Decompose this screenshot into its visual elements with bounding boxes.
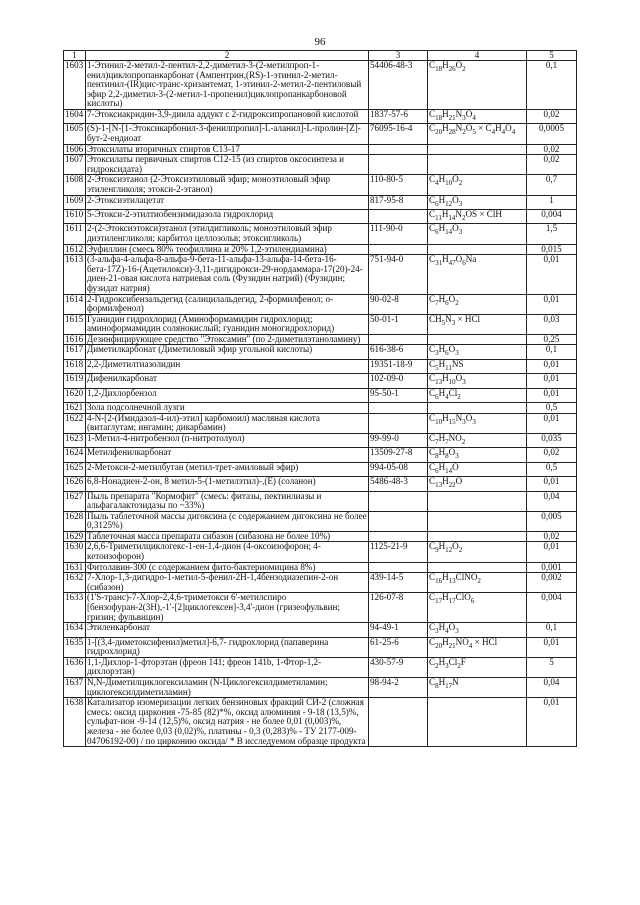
row-number: 1606 xyxy=(64,144,86,155)
chemical-formula: $C_{13}H_{10}O_3$ xyxy=(428,374,527,388)
cas-number: 102-09-0 xyxy=(369,374,428,388)
substances-table xyxy=(63,50,577,747)
substance-name: Гуанидин гидрохлорид (Аминоформамидин гидрохлорид; аминоформамидин солянокислый; гуанидин моногидрохлорид) xyxy=(86,314,369,334)
cas-number xyxy=(369,562,428,573)
cas-number: 994-05-08 xyxy=(369,462,428,476)
table-row xyxy=(64,195,577,209)
limit-value: 1,5 xyxy=(527,224,577,244)
row-number: 1638 xyxy=(64,698,86,747)
row-number: 1616 xyxy=(64,334,86,345)
limit-value: 0,01 xyxy=(527,637,577,657)
table-row xyxy=(64,562,577,573)
chemical-formula: $C_{20}H_{21}NO_4$ × HCl xyxy=(428,637,527,657)
substance-name: 2,6,6-Триметилциклогекс-1-ен-1,4-дион (4-оксоизофорон; 4-кетоизофорон) xyxy=(86,542,369,562)
chemical-formula: $CH_5N_3$ × HCl xyxy=(428,314,527,334)
cas-number: 90-02-8 xyxy=(369,294,428,314)
chemical-formula: $C_7H_6O_2$ xyxy=(428,294,527,314)
limit-value: 0,02 xyxy=(527,448,577,462)
chemical-formula xyxy=(428,698,527,747)
substance-name: Пыль препарата "Кормофит" (смесь: фитазы, пектинлиазы и альфагалактозидазы по ~33%) xyxy=(86,491,369,511)
cas-number: 54406-48-3 xyxy=(369,61,428,110)
cas-number xyxy=(369,531,428,542)
substance-name: Метилфенилкарбонат xyxy=(86,448,369,462)
chemical-formula: $C_3H_6O_3$ xyxy=(428,345,527,359)
substance-name: 7-Хлор-1,3-дигидро-1-метил-5-фенил-2Н-1,4бензодиазепин-2-он (сибазон) xyxy=(86,573,369,593)
row-number: 1603 xyxy=(64,61,86,110)
limit-value: 0,1 xyxy=(527,345,577,359)
table-row xyxy=(64,491,577,511)
limit-value: 0,02 xyxy=(527,155,577,175)
chemical-formula xyxy=(428,334,527,345)
cas-number: 19351-18-9 xyxy=(369,359,428,373)
limit-value: 0,0005 xyxy=(527,124,577,144)
table-row xyxy=(64,109,577,123)
chemical-formula xyxy=(428,531,527,542)
chemical-formula: $C_{17}H_{17}ClO_6$ xyxy=(428,593,527,623)
substance-name: Фитолавин-300 (с содержанием фито-бактериомицина 8%) xyxy=(86,562,369,573)
limit-value: 0,01 xyxy=(527,359,577,373)
row-number: 1615 xyxy=(64,314,86,334)
cas-number: 817-95-8 xyxy=(369,195,428,209)
substance-name: (S)-1-[N-[1-Этоксикарбонил-3-фенилпропил]-L-аланил]-L-пролин-[Z]-бут-2-ендиоат xyxy=(86,124,369,144)
chemical-formula: $C_6H_{14}O$ xyxy=(428,462,527,476)
cas-number: 95-50-1 xyxy=(369,388,428,402)
chemical-formula: $C_8H_{17}N$ xyxy=(428,678,527,698)
substance-name: 2-Гидроксибензальдегид (салицилальдегид, 2-формилфенол; о-формилфенол) xyxy=(86,294,369,314)
chemical-formula: $C_{13}H_{22}O$ xyxy=(428,477,527,491)
chemical-formula: $C_2H_3Cl_2F$ xyxy=(428,657,527,677)
table-row xyxy=(64,155,577,175)
substance-name: Катализатор изомеризации легких бензиновых фракций СИ-2 (сложная смесь: оксид циркония -75-85 (82)*%, оксид алюминия - 9-18 (13,5)%, сульфат-ион -9-14 (12,5)%, оксид натрия - не более 0,01 (0,003)%, железа - не более 0,03 (0,02)%, платины - 0,3 (0,283)% - ТУ 2177-009-04706192-00) / по цирконию оксида/ * В исследуемом образце продукта xyxy=(86,698,369,747)
limit-value: 0,04 xyxy=(527,491,577,511)
row-number: 1628 xyxy=(64,511,86,531)
row-number: 1625 xyxy=(64,462,86,476)
chemical-formula: $C_{20}H_{28}N_2O_5 \times C_4H_4O_4$ xyxy=(428,124,527,144)
substance-name: 1-Этинил-2-метил-2-пентил-2,2-диметил-3-(2-метилпроп-1-енил)циклопропанкарбонат (Ампентрин,(RS)-1-этинил-2-метил-пентинил-(IR)цис-транс-хризантемат, 1-этинил-2-метил-2-пентиловый эфир 2,2-диметил-3-(2-метил-1-пропенил)циклопропанкарбоновой кислоты) xyxy=(86,61,369,110)
cas-number: 439-14-5 xyxy=(369,573,428,593)
cas-number xyxy=(369,491,428,511)
limit-value: 0,1 xyxy=(527,61,577,110)
substance-name: Дезинфицирующее средство "Этоксамин" (по 2-диметилэтаноламину) xyxy=(86,334,369,345)
table-row xyxy=(64,374,577,388)
limit-value: 0,25 xyxy=(527,334,577,345)
limit-value: 0,5 xyxy=(527,403,577,414)
row-number: 1608 xyxy=(64,175,86,195)
substance-name: 5-Этокси-2-этилтиобензимидазола гидрохлорид xyxy=(86,209,369,223)
limit-value: 0,02 xyxy=(527,531,577,542)
page-number: 96 xyxy=(314,36,326,48)
table-row xyxy=(64,542,577,562)
row-number: 1612 xyxy=(64,244,86,255)
substance-name: 1,2-Дихлорбензол xyxy=(86,388,369,402)
row-number: 1636 xyxy=(64,657,86,677)
row-number: 1618 xyxy=(64,359,86,373)
cas-number: 98-94-2 xyxy=(369,678,428,698)
substance-name: 6,8-Нонадиен-2-он, 8 метил-5-(1-метилэтил)-,(E) (соланон) xyxy=(86,477,369,491)
row-number: 1619 xyxy=(64,374,86,388)
substance-name: Таблеточная масса препарата сибазон (сибазона не более 10%) xyxy=(86,531,369,542)
table-row xyxy=(64,244,577,255)
substance-name: Этоксилаты первичных спиртов С12-15 (из спиртов оксосинтеза и гидроксидата) xyxy=(86,155,369,175)
table-row xyxy=(64,698,577,747)
limit-value: 0,02 xyxy=(527,144,577,155)
row-number: 1629 xyxy=(64,531,86,542)
chemical-formula: $C_3H_4O_3$ xyxy=(428,623,527,637)
row-number: 1626 xyxy=(64,477,86,491)
row-number: 1613 xyxy=(64,255,86,294)
limit-value: 0,004 xyxy=(527,593,577,623)
table-row xyxy=(64,531,577,542)
limit-value: 0,04 xyxy=(527,678,577,698)
cas-number xyxy=(369,698,428,747)
table-row xyxy=(64,511,577,531)
cas-number: 751-94-0 xyxy=(369,255,428,294)
limit-value: 5 xyxy=(527,657,577,677)
substance-name: (3-альфа-4-альфа-8-альфа-9-бета-11-альфа-13-альфа-14-бета-16-бета-17Z)-16-(Ацетилокси)-3,11-дигидрокси-29-нордаммара-17(20)-24-диен-21-овая кислота натриевая соль (Фузидин натрий) (Фузидин; фузидат натрия) xyxy=(86,255,369,294)
substance-name: Этоксилаты вторичных спиртов С13-17 xyxy=(86,144,369,155)
cas-number: 13509-27-8 xyxy=(369,448,428,462)
table-row xyxy=(64,314,577,334)
cas-number: 61-25-6 xyxy=(369,637,428,657)
row-number: 1633 xyxy=(64,593,86,623)
table-row xyxy=(64,477,577,491)
chemical-formula: $C_8H_8O_3$ xyxy=(428,448,527,462)
row-number: 1635 xyxy=(64,637,86,657)
cas-number xyxy=(369,334,428,345)
cas-number xyxy=(369,144,428,155)
limit-value: 0,02 xyxy=(527,109,577,123)
row-number: 1630 xyxy=(64,542,86,562)
cas-number xyxy=(369,155,428,175)
row-number: 1622 xyxy=(64,413,86,433)
limit-value: 0,01 xyxy=(527,294,577,314)
limit-value: 0,01 xyxy=(527,255,577,294)
chemical-formula xyxy=(428,511,527,531)
substance-name: 1,1-Дихлор-1-фторэтан (фреон 141; фреон 141b, 1-Фтор-1,2-дихлорэтан) xyxy=(86,657,369,677)
chemical-formula xyxy=(428,144,527,155)
limit-value: 0,7 xyxy=(527,175,577,195)
table-row xyxy=(64,124,577,144)
chemical-formula: $C_{10}H_{15}N_3O_3$ xyxy=(428,413,527,433)
chemical-formula: $C_4H_{10}O_2$ xyxy=(428,175,527,195)
limit-value: 0,01 xyxy=(527,477,577,491)
substance-name: N,N-Диметилциклогексиламин (N-Циклогексилдиметиламин; циклогексилдиметиламин) xyxy=(86,678,369,698)
cas-number xyxy=(369,209,428,223)
chemical-formula xyxy=(428,562,527,573)
substance-name: 2-(2-Этоксиэтокси)этанол (этилдигликоль; моноэтиловый эфир диэтиленгликоля; карбитол целлозольв; этоксигликоль) xyxy=(86,224,369,244)
chemical-formula: $C_{31}H_{47}O_6Na$ xyxy=(428,255,527,294)
limit-value: 0,1 xyxy=(527,623,577,637)
table-row xyxy=(64,448,577,462)
chemical-formula: $C_{18}H_{26}O_2$ xyxy=(428,61,527,110)
row-number: 1609 xyxy=(64,195,86,209)
limit-value: 0,002 xyxy=(527,573,577,593)
cas-number: 126-07-8 xyxy=(369,593,428,623)
substance-name: 2-Этоксиэтанол (2-Этоксиэтиловый эфир; моноэтиловый эфир этиленгликоля; этокси-2-этанол) xyxy=(86,175,369,195)
row-number: 1607 xyxy=(64,155,86,175)
substance-name: 4-N-[2-(Имидазол-4-ил)-этил] карбомоил) масляная кислота (витаглутам; ингамин; дикарбамин) xyxy=(86,413,369,433)
table-row xyxy=(64,573,577,593)
limit-value: 0,015 xyxy=(527,244,577,255)
column-header: 2 xyxy=(86,51,369,61)
table-row xyxy=(64,359,577,373)
row-number: 1623 xyxy=(64,433,86,447)
chemical-formula: $C_{18}H_{21}N_3O_4$ xyxy=(428,109,527,123)
limit-value: 0,001 xyxy=(527,562,577,573)
column-header: 5 xyxy=(527,51,577,61)
cas-number: 5486-48-3 xyxy=(369,477,428,491)
row-number: 1611 xyxy=(64,224,86,244)
substance-name: 1-[(3,4-диметоксифенил)метил]-6,7- гидрохлорид (папаверина гидрохлорид) xyxy=(86,637,369,657)
cas-number xyxy=(369,403,428,414)
column-header: 1 xyxy=(64,51,86,61)
substance-name: 1-Метил-4-нитробензол (п-нитротолуол) xyxy=(86,433,369,447)
row-number: 1637 xyxy=(64,678,86,698)
column-header: 4 xyxy=(428,51,527,61)
table-row xyxy=(64,334,577,345)
limit-value: 0,01 xyxy=(527,698,577,747)
substance-name: (1'S-транс)-7-Хлор-2,4,6-триметокси 6'-метилспиро [бензофуран-2(3Н),-1'-[2]циклогексен]-3,4'-дион (гризеофульвин; гризин; фульвицин) xyxy=(86,593,369,623)
row-number: 1631 xyxy=(64,562,86,573)
row-number: 1632 xyxy=(64,573,86,593)
cas-number: 616-38-6 xyxy=(369,345,428,359)
table-row xyxy=(64,294,577,314)
table-row xyxy=(64,345,577,359)
limit-value: 0,03 xyxy=(527,314,577,334)
substance-name: Зола подсолнечной лузги xyxy=(86,403,369,414)
table-row xyxy=(64,255,577,294)
table-row xyxy=(64,388,577,402)
cas-number xyxy=(369,244,428,255)
substance-name: 2-Метокси-2-метилбутан (метил-трет-амиловый эфир) xyxy=(86,462,369,476)
chemical-formula: $C_6H_4Cl_2$ xyxy=(428,388,527,402)
table-row xyxy=(64,593,577,623)
substance-name: 2,2-Диметилтиазолидин xyxy=(86,359,369,373)
limit-value: 0,01 xyxy=(527,413,577,433)
cas-number: 76095-16-4 xyxy=(369,124,428,144)
substance-name: 7-Этоксиакридин-3,9-диила аддукт с 2-гидроксипропановой кислотой xyxy=(86,109,369,123)
limit-value: 0,01 xyxy=(527,374,577,388)
row-number: 1605 xyxy=(64,124,86,144)
table-row xyxy=(64,144,577,155)
limit-value: 0,004 xyxy=(527,209,577,223)
chemical-formula: $C_6H_{14}O_3$ xyxy=(428,224,527,244)
substance-name: Дифенилкарбонат xyxy=(86,374,369,388)
table-header-row xyxy=(64,51,577,61)
table-row xyxy=(64,462,577,476)
cas-number xyxy=(369,511,428,531)
table-row xyxy=(64,224,577,244)
table-row xyxy=(64,413,577,433)
table-body xyxy=(64,61,577,747)
chemical-formula: $C_{16}H_{13}ClNO_2$ xyxy=(428,573,527,593)
limit-value: 0,5 xyxy=(527,462,577,476)
row-number: 1624 xyxy=(64,448,86,462)
table-row xyxy=(64,209,577,223)
cas-number: 50-01-1 xyxy=(369,314,428,334)
table-row xyxy=(64,657,577,677)
row-number: 1621 xyxy=(64,403,86,414)
limit-value: 0,01 xyxy=(527,388,577,402)
table-row xyxy=(64,433,577,447)
table-row xyxy=(64,175,577,195)
row-number: 1620 xyxy=(64,388,86,402)
table-row xyxy=(64,623,577,637)
cas-number: 111-90-0 xyxy=(369,224,428,244)
row-number: 1614 xyxy=(64,294,86,314)
row-number: 1617 xyxy=(64,345,86,359)
cas-number xyxy=(369,413,428,433)
limit-value: 1 xyxy=(527,195,577,209)
chemical-formula: $C_9H_{12}O_2$ xyxy=(428,542,527,562)
table-row xyxy=(64,403,577,414)
chemical-formula: $C_6H_{12}O_3$ xyxy=(428,195,527,209)
row-number: 1610 xyxy=(64,209,86,223)
table-row xyxy=(64,637,577,657)
column-header: 3 xyxy=(369,51,428,61)
table-row xyxy=(64,678,577,698)
limit-value: 0,005 xyxy=(527,511,577,531)
chemical-formula: $C_7H_7NO_2$ xyxy=(428,433,527,447)
row-number: 1634 xyxy=(64,623,86,637)
row-number: 1627 xyxy=(64,491,86,511)
cas-number: 99-99-0 xyxy=(369,433,428,447)
chemical-formula xyxy=(428,403,527,414)
substance-name: Этиленкарбонат xyxy=(86,623,369,637)
cas-number: 1837-57-6 xyxy=(369,109,428,123)
substance-name: Пыль таблеточной массы дигоксина (с содержанием дигоксина не более 0,3125%) xyxy=(87,511,367,531)
limit-value: 0,035 xyxy=(527,433,577,447)
chemical-formula: $C_5H_{11}NS$ xyxy=(428,359,527,373)
limit-value: 0,01 xyxy=(527,542,577,562)
chemical-formula: $C_{11}H_{14}N_2OS$ × ClH xyxy=(428,209,527,223)
substance-name: Диметилкарбонат (Диметиловый эфир угольной кислоты) xyxy=(86,345,369,359)
substance-name: 2-Этоксиэтилацетат xyxy=(86,195,369,209)
chemical-formula xyxy=(428,155,527,175)
cas-number: 110-80-5 xyxy=(369,175,428,195)
chemical-formula xyxy=(428,244,527,255)
table-row xyxy=(64,61,577,110)
cas-number: 94-49-1 xyxy=(369,623,428,637)
chemical-formula xyxy=(428,491,527,511)
cas-number: 430-57-9 xyxy=(369,657,428,677)
cas-number: 1125-21-9 xyxy=(369,542,428,562)
substance-name: Эуфиллин (смесь 80% теофиллина и 20% 1,2-этилендиамина) xyxy=(86,244,369,255)
row-number: 1604 xyxy=(64,109,86,123)
